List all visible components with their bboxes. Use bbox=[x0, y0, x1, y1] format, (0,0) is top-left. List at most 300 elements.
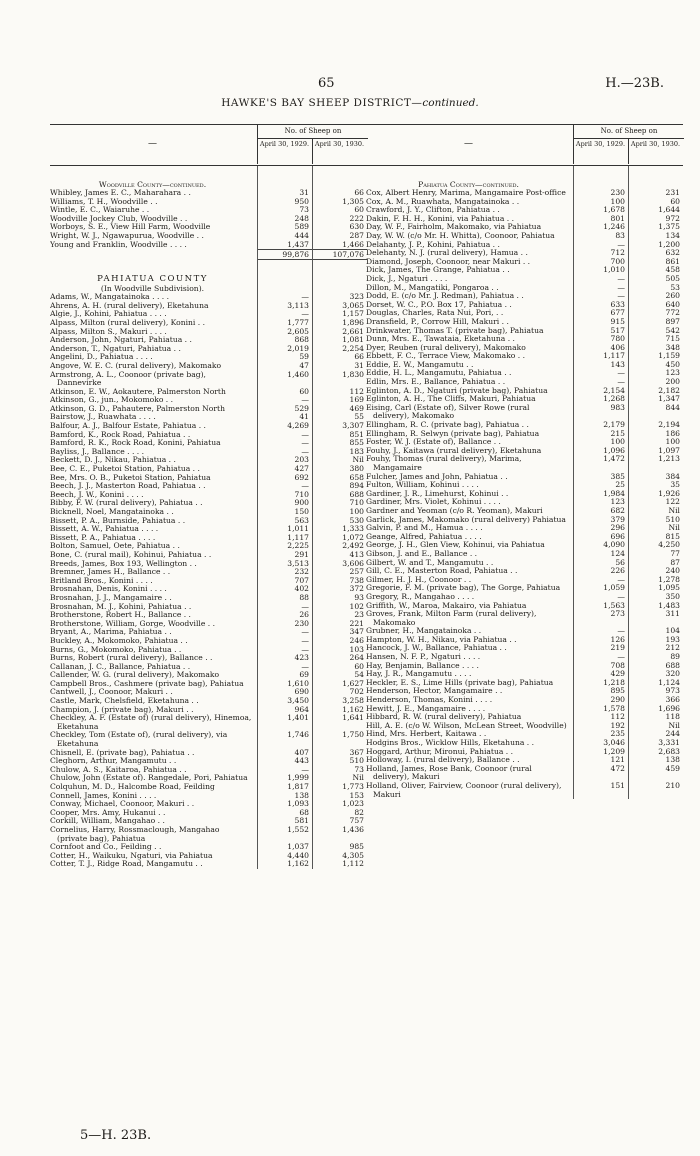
owner-name: Gilbert, W. and T., Mangamutu . . bbox=[366, 558, 494, 567]
table-row bbox=[366, 335, 683, 344]
sheep-1930: 1,159 bbox=[658, 351, 680, 361]
sheep-1929: 1,117 bbox=[287, 532, 309, 542]
sheep-1929: 296 bbox=[610, 523, 625, 533]
owner-name: Day, W. F., Fairholm, Makomako, via Pahiatua bbox=[366, 223, 542, 232]
owner-name: Bryant, A., Marima, Pahiatua . . bbox=[50, 628, 172, 637]
sheep-1930: 1,696 bbox=[658, 703, 680, 713]
total-1930: 107,076 bbox=[312, 249, 367, 260]
owner-name: Bremner, James H., Ballance . . bbox=[50, 568, 171, 577]
sheep-1929: 1,437 bbox=[287, 239, 309, 249]
table-row bbox=[366, 438, 683, 447]
owner-name: Algie, J., Kohini, Pahiatua . . . . bbox=[50, 310, 167, 319]
owner-name: Cornfoot and Co., Feilding . . bbox=[50, 843, 162, 852]
sheep-1929: 868 bbox=[294, 335, 309, 345]
sheep-1929: 1,209 bbox=[603, 746, 625, 756]
table-row bbox=[366, 498, 683, 507]
sheep-1930: 2,194 bbox=[658, 420, 680, 430]
table-row bbox=[366, 284, 683, 293]
owner-name: Drinkwater, Thomas T. (private bag), Pahiatua bbox=[366, 326, 544, 335]
owner-name: Brotherstone, Robert H., Ballance . . bbox=[50, 611, 191, 620]
sheep-1930: 104 bbox=[665, 626, 680, 636]
table-row bbox=[50, 534, 367, 543]
sheep-1930: 658 bbox=[349, 472, 364, 482]
table-row bbox=[50, 336, 367, 345]
district-title-continued: continued. bbox=[422, 97, 479, 109]
table-row bbox=[366, 687, 683, 696]
owner-name: Bee, C. E., Puketoi Station, Pahiatua . . bbox=[50, 465, 200, 474]
sheep-1929: 1,610 bbox=[287, 678, 309, 688]
sheep-1930: 73 bbox=[354, 764, 364, 774]
county-subheading: (In Woodville Subdivision). bbox=[100, 284, 205, 294]
sheep-1930: Nil bbox=[352, 455, 364, 465]
pahiatua-cont-rows bbox=[366, 189, 683, 799]
table-row bbox=[366, 206, 683, 215]
sheep-1930: 1,097 bbox=[658, 445, 680, 455]
sheep-1929: 56 bbox=[615, 557, 625, 567]
table-row bbox=[366, 576, 683, 585]
table-row bbox=[50, 508, 367, 517]
sheep-1929: 60 bbox=[299, 386, 309, 396]
woodville-rows bbox=[50, 189, 367, 249]
sheep-1929: 273 bbox=[610, 609, 625, 619]
sheep-1929: 121 bbox=[610, 755, 625, 765]
owner-name: Colquhun, M. D., Halcombe Road, Feilding bbox=[50, 783, 215, 791]
sheep-1930: 1,124 bbox=[658, 677, 680, 687]
sheep-1930: 458 bbox=[665, 265, 680, 275]
sheep-1930: 54 bbox=[354, 670, 364, 680]
header-april-1930: April 30, 1930. bbox=[628, 138, 682, 164]
table-row bbox=[50, 525, 367, 534]
table-row bbox=[50, 353, 367, 362]
sheep-1930: 31 bbox=[354, 360, 364, 370]
table-row bbox=[50, 206, 367, 215]
owner-name: Hay, Benjamin, Ballance . . . . bbox=[366, 661, 479, 670]
sheep-1930: 1,072 bbox=[342, 532, 364, 542]
sheep-1929: 1,246 bbox=[603, 222, 625, 232]
sheep-1930: 77 bbox=[670, 548, 680, 558]
sheep-1929: 444 bbox=[294, 230, 309, 240]
sheep-1929: 692 bbox=[294, 472, 309, 482]
sheep-1929: 423 bbox=[294, 653, 309, 663]
sheep-1930: 35 bbox=[670, 480, 680, 490]
sheep-1930: 221 bbox=[349, 618, 364, 628]
sheep-1929: 780 bbox=[610, 334, 625, 344]
owner-name: Worboys, S. E., View Hill Farm, Woodville bbox=[50, 223, 211, 232]
sheep-1929: 964 bbox=[294, 704, 309, 714]
sheep-1929: 443 bbox=[294, 756, 309, 766]
table-row bbox=[50, 706, 367, 715]
table-row bbox=[50, 731, 367, 748]
sheep-1930: 702 bbox=[349, 687, 364, 697]
sheep-1930: 122 bbox=[665, 497, 680, 507]
sheep-1929: 235 bbox=[610, 729, 625, 739]
sheep-1929: 73 bbox=[299, 205, 309, 215]
table-row bbox=[50, 474, 367, 483]
sheep-1930: 103 bbox=[349, 644, 364, 654]
owner-name: Holloway, I. (rural delivery), Ballance . . bbox=[366, 756, 520, 765]
table-row bbox=[366, 327, 683, 336]
sheep-1929: 1,011 bbox=[287, 524, 309, 534]
owner-name: Day, W. W. (c/o Mr. H. Whitta), Coonoor, Pahiatua bbox=[366, 231, 555, 240]
sheep-1930: 1,375 bbox=[658, 222, 680, 232]
sheep-1929: 427 bbox=[294, 464, 309, 474]
sheep-1930: 348 bbox=[665, 342, 680, 352]
sheep-1930: 193 bbox=[665, 634, 680, 644]
sheep-1929: 219 bbox=[610, 643, 625, 653]
owner-name: Geange, Alfred, Pahiatua . . . . bbox=[366, 532, 482, 541]
sheep-1929: — bbox=[301, 429, 309, 439]
sheep-1930: 1,112 bbox=[342, 859, 364, 869]
owner-name: Cox, A. M., Ruawhata, Mangatainoka . . bbox=[366, 197, 520, 206]
table-row bbox=[366, 636, 683, 645]
owner-name: Cornelius, Harry, Rossmaclough, Mangahao (private bag), Pahiatua bbox=[50, 825, 220, 843]
owner-name: Dillon, M., Mangatiki, Pongaroa . . bbox=[366, 283, 499, 292]
sheep-1930: Nil bbox=[668, 720, 680, 730]
sheep-1929: 31 bbox=[299, 188, 309, 197]
sheep-1929: — bbox=[617, 574, 625, 584]
owner-name: Wright, W. J., Ngawapurua, Woodville . . bbox=[50, 231, 204, 240]
table-row bbox=[366, 473, 683, 482]
owner-name: Garlick, James, Makomako (rural delivery) Pahiatua bbox=[366, 515, 566, 524]
sheep-1929: 1,777 bbox=[287, 317, 309, 327]
owner-name: Beech, J. W., Konini . . . . bbox=[50, 490, 144, 499]
table-row bbox=[366, 584, 683, 593]
owner-name: Buckley, A., Mokomoko, Pahiatua . . bbox=[50, 636, 188, 645]
table-row bbox=[366, 232, 683, 241]
sheep-1929: 232 bbox=[294, 567, 309, 577]
sheep-1929: 1,117 bbox=[603, 351, 625, 361]
owner-name: Ellingham, R. Selwyn (private bag), Pahiatua bbox=[366, 429, 540, 438]
table-row bbox=[50, 611, 367, 620]
table-row bbox=[50, 491, 367, 500]
owner-name: Angelini, D., Pahiatua . . . . bbox=[50, 353, 153, 362]
table-row bbox=[366, 593, 683, 602]
sheep-1929: 581 bbox=[294, 816, 309, 826]
owner-name: Bamford, K., Rock Road, Pahiatua . . bbox=[50, 430, 191, 439]
sheep-1930: 66 bbox=[354, 352, 364, 362]
header-no-of-sheep: No. of Sheep on bbox=[573, 125, 684, 139]
sheep-1929: 700 bbox=[610, 256, 625, 266]
owner-name: Fulcher, James and John, Pahiatua . . bbox=[366, 472, 508, 481]
table-row bbox=[50, 663, 367, 672]
table-row bbox=[50, 371, 367, 388]
owner-name: Beckett, D. J., Nikau, Pahiatua . . bbox=[50, 456, 176, 465]
sheep-1930: 1,305 bbox=[342, 196, 364, 206]
sheep-1930: 2,661 bbox=[342, 326, 364, 336]
sheep-1930: 60 bbox=[670, 196, 680, 206]
table-row bbox=[50, 345, 367, 354]
sheep-1929: 100 bbox=[610, 437, 625, 447]
sheep-1929: 1,984 bbox=[603, 488, 625, 498]
page-header bbox=[0, 0, 700, 112]
table-row bbox=[50, 241, 367, 250]
owner-name: Dodd, E. (c/o Mr. J. Redman), Pahiatua . . bbox=[366, 292, 524, 301]
sheep-1929: 1,093 bbox=[287, 799, 309, 809]
sheep-1930: 1,157 bbox=[342, 309, 364, 319]
sheep-1929: 291 bbox=[294, 549, 309, 559]
sheep-1929: — bbox=[301, 635, 309, 645]
sheep-1929: 83 bbox=[615, 230, 625, 240]
sheep-1929: 1,096 bbox=[603, 445, 625, 455]
sheep-1929: 226 bbox=[610, 566, 625, 576]
sheep-1929: — bbox=[301, 661, 309, 671]
sheep-1929: 290 bbox=[610, 695, 625, 705]
table-row bbox=[50, 223, 367, 232]
table-row bbox=[366, 344, 683, 353]
sheep-1929: 1,460 bbox=[287, 369, 309, 379]
sheep-1930: 1,023 bbox=[342, 799, 364, 809]
table-row bbox=[50, 302, 367, 311]
owner-name: Fouhy, J., Kaitawa (rural delivery), Eketahuna bbox=[366, 446, 542, 455]
owner-name: Dick, James, The Grange, Pahiatua . . bbox=[366, 266, 510, 275]
sheep-1929: 203 bbox=[294, 455, 309, 465]
sheep-1929: 126 bbox=[610, 634, 625, 644]
sheep-1930: 1,333 bbox=[342, 524, 364, 534]
sheep-1930: 3,606 bbox=[342, 558, 364, 568]
table-row bbox=[366, 301, 683, 310]
sheep-1929: — bbox=[617, 239, 625, 249]
table-header bbox=[366, 124, 683, 166]
sheep-1929: — bbox=[301, 292, 309, 302]
left-column bbox=[50, 124, 367, 869]
owner-name: Balfour, A. J., Balfour Estate, Pahiatua . . bbox=[50, 422, 206, 431]
table-header bbox=[50, 124, 367, 166]
owner-name: Gregorie, F. M. (private bag), The Gorge, Pahiatua bbox=[366, 584, 561, 593]
table-row bbox=[366, 447, 683, 456]
table-row bbox=[366, 258, 683, 267]
table-row bbox=[50, 431, 367, 440]
owner-name: Adams, W., Mangatainoka . . . . bbox=[50, 293, 170, 302]
table-row bbox=[366, 516, 683, 525]
sheep-1930: 757 bbox=[349, 816, 364, 826]
sheep-1929: 708 bbox=[610, 660, 625, 670]
table-row bbox=[50, 620, 367, 629]
sheep-1929: 1,401 bbox=[287, 713, 309, 723]
sheep-1929: — bbox=[301, 764, 309, 774]
sheep-1929: 983 bbox=[610, 402, 625, 412]
sheep-1929: — bbox=[617, 291, 625, 301]
sheep-1929: 2,154 bbox=[603, 385, 625, 395]
sheep-1929: 4,090 bbox=[603, 540, 625, 550]
table-row bbox=[366, 455, 683, 472]
sheep-1930: 640 bbox=[665, 299, 680, 309]
sheep-1930: 738 bbox=[349, 575, 364, 585]
owner-name: Checkley, Tom (Estate of), (rural delivery), via Eketahuna bbox=[50, 731, 228, 749]
table-row bbox=[50, 198, 367, 207]
sheep-1929: 517 bbox=[610, 325, 625, 335]
sheep-1929: 696 bbox=[610, 531, 625, 541]
district-title bbox=[0, 97, 700, 109]
sheep-1930: 210 bbox=[665, 780, 680, 790]
sheep-1929: 1,162 bbox=[287, 859, 309, 869]
sheep-1929: 950 bbox=[294, 196, 309, 206]
sheep-1930: 366 bbox=[665, 695, 680, 705]
sheep-1929: — bbox=[301, 601, 309, 611]
owner-name: Brosnahan, M. J., Kohini, Pahiatua . . bbox=[50, 602, 192, 611]
sheep-1930: 260 bbox=[665, 291, 680, 301]
sheep-1930: 60 bbox=[354, 661, 364, 671]
sheep-1930: 350 bbox=[665, 591, 680, 601]
owner-name: Holland, James, Rose Bank, Coonoor (rural delivery), Makuri bbox=[366, 764, 532, 782]
sheep-1929: 1,678 bbox=[603, 205, 625, 215]
owner-name: Wintle, E. C., Waiaruhe . . bbox=[50, 206, 150, 215]
owner-name: Foster, W. J. (Estate of), Ballance . . bbox=[366, 438, 501, 447]
table-row bbox=[50, 817, 367, 826]
sheep-1930: 1,926 bbox=[658, 488, 680, 498]
sheep-1930: 897 bbox=[665, 316, 680, 326]
table-row bbox=[366, 395, 683, 404]
table-row bbox=[50, 646, 367, 655]
owner-name: George, J. H., Glen View, Kohinui, via Pahiatua bbox=[366, 541, 545, 550]
table-row bbox=[50, 749, 367, 758]
sheep-1930: 3,258 bbox=[342, 696, 364, 706]
sheep-1930: 66 bbox=[354, 188, 364, 197]
sheep-1929: 1,010 bbox=[603, 265, 625, 275]
right-column bbox=[366, 124, 683, 799]
owner-name: Cleghorn, Arthur, Mangamutu . . bbox=[50, 757, 177, 766]
sheep-1930: 1,200 bbox=[658, 239, 680, 249]
sheep-1929: — bbox=[301, 446, 309, 456]
sheep-1930: 2,492 bbox=[342, 541, 364, 551]
sheep-1930: 93 bbox=[354, 592, 364, 602]
section-title: Woodville County—continued. bbox=[98, 180, 207, 189]
owner-name: Hansen, N. F. P., Ngaturi . . . . bbox=[366, 653, 481, 662]
table-row bbox=[366, 266, 683, 275]
owner-name: Dorset, W. C., P.O. Box 17, Pahiatua . . bbox=[366, 300, 512, 309]
sheep-1929: 151 bbox=[610, 780, 625, 790]
sheep-1930: 1,466 bbox=[342, 239, 364, 249]
sheep-1929: 682 bbox=[610, 505, 625, 515]
table-row bbox=[366, 241, 683, 250]
header-dash: — bbox=[464, 139, 473, 149]
owner-name: Hind, Mrs. Herbert, Kaitawa . . bbox=[366, 730, 487, 739]
owner-name: Cotter, H., Waikuku, Ngaturi, via Pahiatua bbox=[50, 851, 213, 860]
owner-name: Checkley, A. F. (Estate of) (rural delivery), Hinemoa, Eketahuna bbox=[50, 714, 252, 731]
table-row bbox=[50, 774, 367, 783]
table-row bbox=[50, 413, 367, 422]
sheep-1929: 1,563 bbox=[603, 600, 625, 610]
owner-name: Whibley, James E. C., Maharahara . . bbox=[50, 189, 191, 197]
sheep-1930: 542 bbox=[665, 325, 680, 335]
sheep-1930: 844 bbox=[665, 402, 680, 412]
table-row bbox=[366, 507, 683, 516]
district-title-main: HAWKE'S BAY SHEEP DISTRICT— bbox=[221, 97, 423, 109]
sheep-1930: 855 bbox=[349, 438, 364, 448]
sheep-1930: 3,307 bbox=[342, 421, 364, 431]
owner-name: Campbell Bros., Cashmere (private bag), Pahiatua bbox=[50, 679, 244, 688]
owner-name: Gilmer, H. J. H., Coonoor . . bbox=[366, 575, 472, 584]
table-row bbox=[366, 541, 683, 550]
owner-name: Bolton, Samuel, Oete, Pahiatua . . bbox=[50, 542, 180, 551]
sheep-1930: 710 bbox=[349, 498, 364, 508]
sheep-1929: 230 bbox=[610, 188, 625, 197]
sheep-1929: 1,268 bbox=[603, 394, 625, 404]
owner-name: Woodville Jockey Club, Woodville . . bbox=[50, 214, 188, 223]
sheep-1929: — bbox=[617, 282, 625, 292]
owner-name: Eising, Carl (Estate of), Silver Rowe (rural delivery), Makomako bbox=[366, 403, 530, 421]
table-row bbox=[50, 542, 367, 551]
owner-name: Bissett, P. A., Burnside, Pahiatua . . bbox=[50, 516, 186, 525]
sheep-1929: 1,059 bbox=[603, 583, 625, 593]
sheep-1930: 469 bbox=[349, 403, 364, 413]
owner-name: Angove, W. E. C. (rural delivery), Makomako bbox=[50, 361, 222, 370]
sheep-1930: 630 bbox=[349, 222, 364, 232]
sheep-1930: 2,683 bbox=[658, 746, 680, 756]
owner-name: Dyer, Reuben (rural delivery), Makomako bbox=[366, 343, 526, 352]
owner-name: Henderson, Thomas, Konini . . . . bbox=[366, 696, 493, 705]
sheep-1930: 384 bbox=[665, 471, 680, 481]
sheep-1930: 100 bbox=[665, 437, 680, 447]
owner-name: Anderson, T., Ngaturi, Pahiatua . . bbox=[50, 344, 181, 353]
owner-name: Callanan, J. C., Ballance, Pahiatua . . bbox=[50, 662, 191, 671]
sheep-1930: 372 bbox=[349, 584, 364, 594]
owner-name: Bairstow, J., Ruawhata . . . . bbox=[50, 413, 156, 422]
sheep-1930: 23 bbox=[354, 610, 364, 620]
sheep-1930: 3,331 bbox=[658, 738, 680, 747]
table-row bbox=[366, 309, 683, 318]
sheep-1929: 529 bbox=[294, 403, 309, 413]
table-row bbox=[366, 490, 683, 499]
sheep-1929: — bbox=[301, 644, 309, 654]
sheep-1930: 102 bbox=[349, 601, 364, 611]
sheep-1930: 688 bbox=[665, 660, 680, 670]
sheep-1930: 1,750 bbox=[342, 730, 364, 740]
owner-name: Eddie, E. W., Mangamutu . . bbox=[366, 360, 474, 369]
owner-name: Bicknell, Noel, Mangatainoka . . bbox=[50, 508, 174, 516]
sheep-1930: 311 bbox=[665, 609, 680, 619]
sheep-1929: — bbox=[617, 626, 625, 636]
sheep-1929: 385 bbox=[610, 471, 625, 481]
sheep-1929: — bbox=[617, 652, 625, 662]
owner-name: Diamond, Joseph, Coonoor, near Makuri . . bbox=[366, 257, 531, 266]
sheep-1929: 124 bbox=[610, 548, 625, 558]
owner-name: Hampton, W. H., Nikau, via Pahiatua . . bbox=[366, 635, 517, 644]
table-row bbox=[50, 654, 367, 663]
sheep-1930: 505 bbox=[665, 273, 680, 283]
owner-name: Anderson, John, Ngaturi, Pahiatua . . bbox=[50, 336, 192, 345]
table-row bbox=[50, 551, 367, 560]
sheep-1930: 169 bbox=[349, 395, 364, 405]
sheep-1929: 472 bbox=[610, 763, 625, 773]
table-row bbox=[366, 352, 683, 361]
sheep-1930: 1,278 bbox=[658, 574, 680, 584]
table-row bbox=[366, 550, 683, 559]
sheep-1930: 459 bbox=[665, 763, 680, 773]
sheep-1929: 68 bbox=[299, 807, 309, 817]
owner-name: Delahanty, J. P., Kohini, Pahiatua . . bbox=[366, 240, 500, 249]
sheep-1929: 900 bbox=[294, 498, 309, 508]
owner-name: Bissett, A. W., Pahiatua . . . . bbox=[50, 525, 159, 534]
sheep-1930: 100 bbox=[349, 507, 364, 516]
owner-name: Delehanty, N. J. (rural delivery), Hamua . . bbox=[366, 249, 528, 258]
sheep-1929: 406 bbox=[610, 342, 625, 352]
table-row bbox=[50, 577, 367, 586]
sheep-1929: 895 bbox=[610, 686, 625, 696]
owner-name: Cotter, T. J., Ridge Road, Mangamutu . . bbox=[50, 860, 203, 869]
owner-name: Young and Franklin, Woodville . . . . bbox=[50, 240, 187, 249]
header-april-1930: April 30, 1930. bbox=[312, 138, 366, 164]
owner-name: Eglinton, A. H., The Cliffs, Makuri, Pahiatua bbox=[366, 395, 536, 404]
owner-name: Callender, W. G. (rural delivery), Makomako bbox=[50, 671, 220, 680]
owner-name: Hill, A. E. (c/o W. Wilson, McLean Street, Woodville) bbox=[366, 721, 567, 730]
sheep-1929: 41 bbox=[299, 412, 309, 422]
table-row bbox=[50, 809, 367, 818]
signature-mark: 5—H. 23B. bbox=[80, 1128, 152, 1143]
owner-name: Ahrens, A. H. (rural delivery), Eketahuna bbox=[50, 301, 209, 310]
owner-name: Edlin, Mrs. E., Ballance, Pahiatua . . bbox=[366, 378, 506, 387]
sheep-1929: — bbox=[617, 591, 625, 601]
owner-name: Britland Bros., Konini . . . . bbox=[50, 576, 153, 585]
